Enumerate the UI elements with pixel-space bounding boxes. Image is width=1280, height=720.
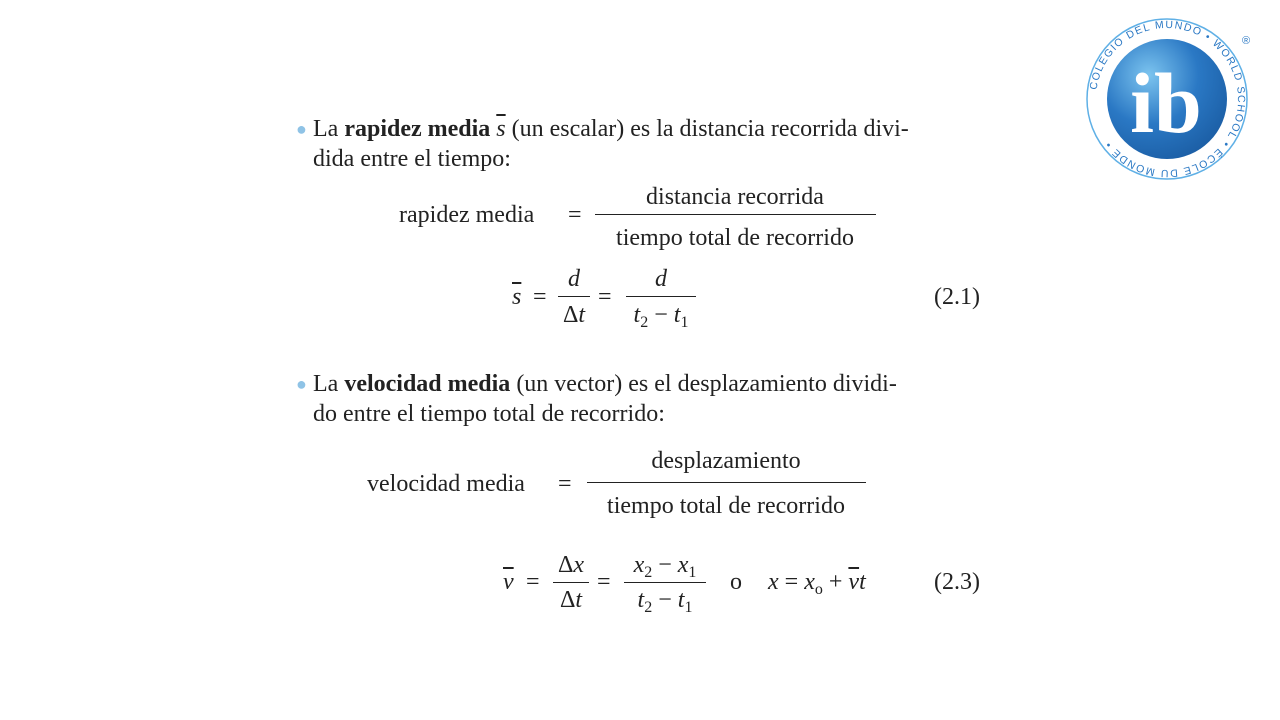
bullet1-line1 <box>313 114 909 144</box>
eq3-fraction-bar <box>587 482 866 483</box>
bullet1-symbol: $\overline{s}$ <box>496 116 506 142</box>
eq4-rhs-x0: x <box>804 569 815 595</box>
eq4-rhs-t: t <box>859 569 866 595</box>
bullet1-rest: (un escalar) es la distancia recorrida divi- <box>505 116 909 142</box>
eq4-delta-t: Δ <box>559 587 576 613</box>
eq2-frac2-den <box>625 300 697 330</box>
eq2-t: t <box>578 302 586 328</box>
bullet2-line2: do entre el tiempo total de recorrido: <box>313 401 665 427</box>
eq3-numerator: desplazamiento <box>651 448 801 474</box>
ib-mark: ib <box>1130 55 1202 151</box>
eq4-rhs-plus: + <box>828 569 843 595</box>
bullet-marker: ● <box>296 374 307 394</box>
registered-mark: ® <box>1242 35 1251 47</box>
eq4-den-sub1: 1 <box>684 599 693 616</box>
eq3-lhs: velocidad media <box>367 471 525 497</box>
eq2-frac2-bar <box>626 296 696 297</box>
ib-ring-text: COLEGIO DEL MUNDO • WORLD SCHOOL • ÉCOLE DU MONDE • <box>1087 18 1248 180</box>
eq4-frac2-bar <box>624 582 706 583</box>
eq2-sub2: 2 <box>640 314 649 331</box>
eq4-rhs-x: x <box>768 569 779 595</box>
eq2-number: (2.1) <box>934 284 980 310</box>
eq4-den-minus: − <box>658 587 672 613</box>
ib-world-school-logo <box>1082 14 1252 184</box>
eq2-frac1-num <box>557 264 591 294</box>
eq2-sub1: 1 <box>680 314 689 331</box>
eq4-x1: x <box>677 552 689 578</box>
bullet1-term: rapidez media <box>344 116 491 142</box>
eq2-equals2: = <box>598 284 612 310</box>
eq2-t1: t <box>673 302 681 328</box>
bullet1-line2: dida entre el tiempo: <box>313 146 511 172</box>
eq3-equals: = <box>558 471 572 497</box>
eq1-fraction-bar <box>595 214 876 215</box>
eq2-t2: t <box>633 302 641 328</box>
eq4-equals2: = <box>597 569 611 595</box>
eq4-frac2-num <box>622 550 708 580</box>
bullet2-prefix: La <box>313 371 345 397</box>
eq4-v-bar: $\overline{v}$ <box>503 569 514 595</box>
eq4-frac1-bar <box>553 582 589 583</box>
eq2-d2: d <box>655 266 667 292</box>
eq4-number: (2.3) <box>934 569 980 595</box>
eq4-rhs <box>768 567 866 597</box>
bullet1-prefix: La <box>313 116 345 142</box>
eq2-lhs <box>512 282 521 312</box>
eq4-den-sub2: 2 <box>644 599 653 616</box>
eq2-equals: = <box>533 284 547 310</box>
eq4-frac2-den <box>622 585 708 615</box>
eq1-equals: = <box>568 202 582 228</box>
eq4-delta-x: Δ <box>557 552 574 578</box>
eq4-equals: = <box>526 569 540 595</box>
eq2-frac1-bar <box>558 296 590 297</box>
eq2-frac1-den <box>557 300 591 330</box>
eq4-frac1-den <box>552 585 590 615</box>
eq4-num-sub2: 2 <box>644 564 653 581</box>
eq4-frac1-num <box>552 550 590 580</box>
eq4-rhs-v-bar: $\overline{v}$ <box>848 569 860 595</box>
bullet-marker: ● <box>296 119 307 139</box>
eq4-lhs <box>503 567 514 597</box>
eq4-x2: x <box>633 552 645 578</box>
eq4-num-minus: − <box>658 552 672 578</box>
ib-logo-svg <box>1082 14 1252 184</box>
eq4-x: x <box>573 552 585 578</box>
eq2-delta: Δ <box>562 302 579 328</box>
eq2-frac2-num <box>625 264 697 294</box>
bullet2-term: velocidad media <box>344 371 511 397</box>
eq2-s-bar: $\overline{s}$ <box>512 284 522 310</box>
eq1-lhs: rapidez media <box>399 202 535 228</box>
bullet2-line1 <box>313 369 897 399</box>
eq4-or: o <box>730 569 742 595</box>
eq1-denominator: tiempo total de recorrido <box>616 225 854 251</box>
eq4-rhs-equals: = <box>784 569 799 595</box>
eq4-rhs-sub0: o <box>814 581 823 598</box>
eq4-t2: t <box>637 587 645 613</box>
eq1-numerator: distancia recorrida <box>646 184 824 210</box>
eq2-minus: − <box>654 302 668 328</box>
eq3-denominator: tiempo total de recorrido <box>607 493 845 519</box>
eq4-t: t <box>575 587 583 613</box>
bullet2-rest: (un vector) es el desplazamiento dividi- <box>510 371 897 397</box>
eq4-t1: t <box>677 587 685 613</box>
eq4-num-sub1: 1 <box>688 564 697 581</box>
eq2-d: d <box>568 266 580 292</box>
